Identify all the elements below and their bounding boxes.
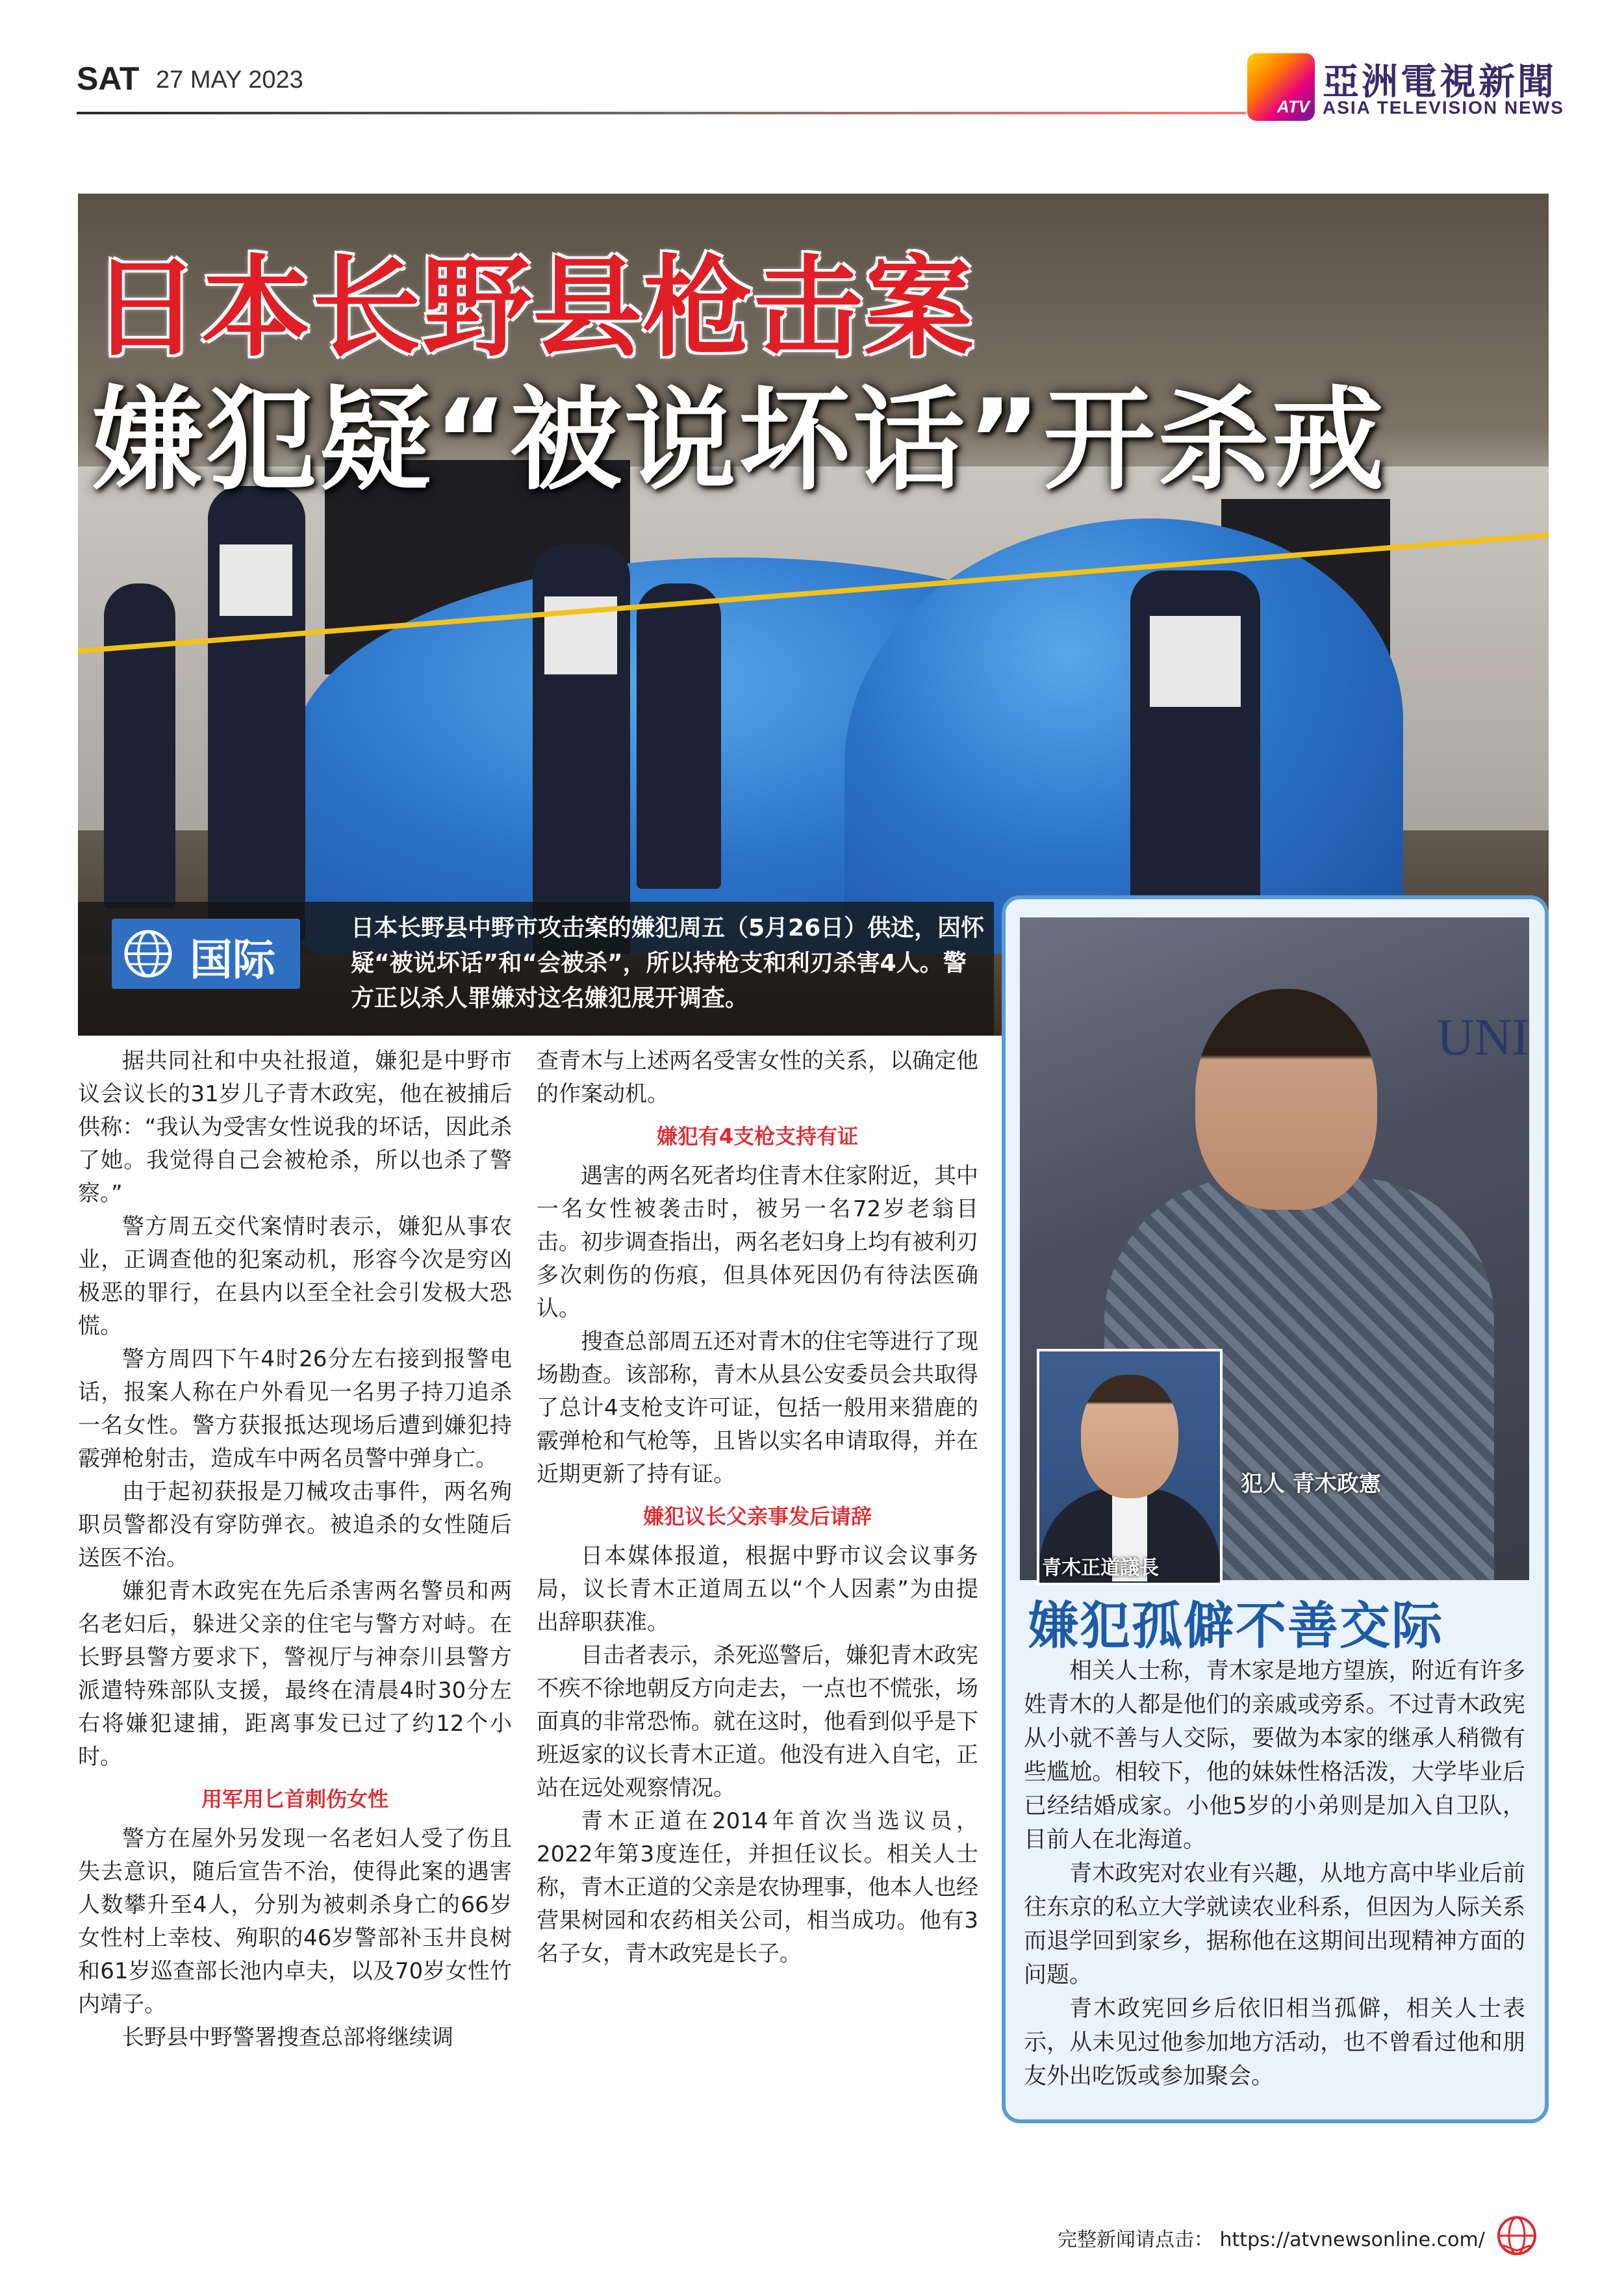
headline-line-2: 嫌犯疑“被说坏话”开杀戒 — [91, 375, 1387, 505]
sidebar-paragraph: 相关人士称，青木家是地方望族，附近有许多姓青木的人都是他们的亲戚或旁系。不过青木政宪从小就不善与人交际，要做为本家的继承人稍微有些尴尬。相较下，他的妹妹性格活泼，大学毕业后已经结婚成家。小他5岁的小弟则是加入自卫队，目前人在北海道。 — [1024, 1658, 1525, 1853]
article-paragraph: 由于起初获报是刀械攻击事件，两名殉职员警都没有穿防弹衣。被追杀的女性随后送医不治。 — [78, 1479, 512, 1571]
officer — [637, 583, 721, 889]
article-paragraph: 长野县中野警署搜查总部将继续调 — [122, 2025, 453, 2051]
article-paragraph: 警方周四下午4时26分左右接到报警电话，报案人称在户外看见一名男子持刀追杀一名女性。警方获报抵达现场后遭到嫌犯持霰弹枪射击，造成车中两名员警中弹身亡。 — [78, 1346, 512, 1472]
article-paragraph: 青木正道在2014年首次当选议员，2022年第3度连任，并担任议长。相关人士称，青木正道的父亲是农协理事，他本人也经营果树园和农药相关公司，相当成功。他有3名子女，青木政宪是长子。 — [537, 1808, 978, 1967]
footer-globe-icon[interactable] — [1494, 2213, 1540, 2258]
article-paragraph: 搜查总部周五还对青木的住宅等进行了现场勘查。该部称，青木从县公安委员会共取得了总计4支枪支许可证，包括一般用来猎鹿的霰弹枪和气枪等，且皆以实名申请取得，并在近期更新了持有证。 — [537, 1329, 978, 1487]
article-paragraph: 警方在屋外另发现一名老妇人受了伤且失去意识，随后宣告不治，使得此案的遇害人数攀升至4人，分别为被刺杀身亡的66岁女性村上幸枝、殉职的46岁警部补玉井良树和61岁巡查部长池内卓夫，以及70岁女性竹内靖子。 — [78, 1826, 512, 2017]
brand-name-english: ASIA TELEVISION NEWS — [1323, 97, 1564, 118]
officer-vest — [220, 544, 292, 616]
sidebar-title: 嫌犯孤僻不善交际 — [1028, 1597, 1444, 1655]
headline-line-1: 日本长野县枪击案 — [91, 244, 974, 372]
article-subhead: 嫌犯议长父亲事发后请辞 — [642, 1504, 872, 1529]
article-subhead: 用军用匕首刺伤女性 — [201, 1787, 388, 1811]
article-column-1 — [78, 1045, 512, 2054]
article-paragraph: 查青木与上述两名受害女性的关系，以确定他的作案动机。 — [537, 1048, 978, 1107]
brand-name-chinese: 亞洲電視新聞 — [1323, 60, 1556, 103]
logo-mark: ATV — [1276, 97, 1310, 116]
background-lettering: UNI — [1436, 1009, 1529, 1066]
officer — [104, 583, 175, 908]
suspect-photo-label: 犯人 青木政憲 — [1241, 1471, 1381, 1497]
globe-icon — [122, 928, 174, 980]
footer-link[interactable]: 完整新闻请点击： https://atvnewsonline.com/ — [1058, 2229, 1485, 2251]
sidebar-body — [1024, 1654, 1525, 2093]
section-label: 国际 — [190, 935, 275, 985]
header-rule — [77, 112, 1246, 114]
father-photo-label: 青木正道議長 — [1042, 1557, 1159, 1579]
article-column-2 — [537, 1045, 978, 1971]
article-paragraph: 据共同社和中央社报道，嫌犯是中野市议会议长的31岁儿子青木政宪，他在被捕后供称：“我认为受害女性说我的坏话，因此杀了她。我觉得自己会被枪杀，所以也杀了警察。” — [78, 1048, 512, 1207]
photo-caption: 日本长野县中野市攻击案的嫌犯周五（5月26日）供述，因怀疑“被说坏话”和“会被杀”，所以持枪支和利刃杀害4人。警方正以杀人罪嫌对这名嫌犯展开调查。 — [351, 915, 985, 1012]
atv-logo[interactable] — [1247, 53, 1315, 121]
article-paragraph: 警方周五交代案情时表示，嫌犯从事农业，正调查他的犯案动机，形容今次是穷凶极恶的罪行，在县内以至全社会引发极大恐慌。 — [78, 1214, 512, 1339]
issue-day: SAT — [77, 60, 140, 97]
sidebar-paragraph: 青木政宪对农业有兴趣，从地方高中毕业后前往东京的私立大学就读农业科系，但因为人际关系而退学回到家乡，据称他在这期间出现精神方面的问题。 — [1024, 1861, 1525, 1988]
father-face — [1081, 1375, 1178, 1498]
article-paragraph: 日本媒体报道，根据中野市议会议事务局，议长青木正道周五以“个人因素”为由提出辞职获准。 — [537, 1543, 978, 1635]
officer-vest — [1150, 616, 1241, 707]
article-paragraph: 遇害的两名死者均住青木住家附近，其中一名女性被袭击时，被另一名72岁老翁目击。初步调查指出，两名老妇身上均有被利刃多次刺伤的伤痕，但具体死因仍有待法医确认。 — [537, 1163, 978, 1322]
issue-date: 27 MAY 2023 — [156, 66, 303, 94]
father-photo — [1037, 1349, 1223, 1585]
article-paragraph: 目击者表示，杀死巡警后，嫌犯青木政宪不疾不徐地朝反方向走去，一点也不慌张，场面真的非常恐怖。就在这时，他看到似乎是下班返家的议长青木正道。他没有进入自宅，正站在远处观察情况。 — [537, 1642, 978, 1801]
article-subhead: 嫌犯有4支枪支持有证 — [656, 1124, 859, 1149]
suspect-head — [1195, 989, 1377, 1210]
sidebar-paragraph: 青木政宪回乡后依旧相当孤僻，相关人士表示，从未见过他参加地方活动，也不曾看过他和朋友外出吃饭或参加聚会。 — [1024, 1996, 1525, 2089]
article-paragraph: 嫌犯青木政宪在先后杀害两名警员和两名老妇后，躲进父亲的住宅与警方对峙。在长野县警方要求下，警视厅与神奈川县警方派遣特殊部队支援，最终在清晨4时30分左右将嫌犯逮捕，距离事发已过了约12个小时。 — [78, 1578, 512, 1770]
